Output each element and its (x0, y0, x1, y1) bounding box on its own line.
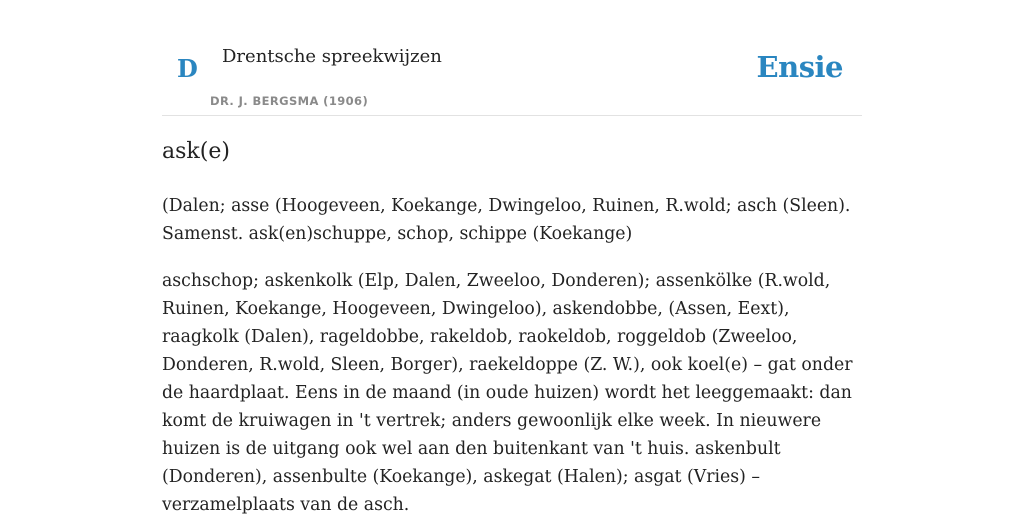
entry-title: ask(e) (162, 139, 230, 164)
page (162, 0, 862, 515)
brand-logo[interactable]: Ensie (756, 50, 843, 84)
book-logo[interactable]: D (177, 54, 198, 83)
header (162, 0, 862, 116)
book-title[interactable]: Drentsche spreekwijzen (222, 46, 442, 67)
entry-paragraph-1: (Dalen; asse (Hoogeveen, Koekange, Dwingeloo, Ruinen, R.wold; asch (Sleen). Samenst. ask(en)schuppe, schop, schippe (Koekange) (162, 196, 851, 244)
entry-paragraph-2: aschschop; askenkolk (Elp, Dalen, Zweeloo, Donderen); assenkölke (R.wold, Ruinen, Koekange, Hoogeveen, Dwingeloo), askendobbe, (Assen, Eext), raagkolk (Dalen), rageldobbe, rakeldob, raokeldob, roggeldob (Zweeloo, Donderen, R.wold, Sleen, Borger), raekeldoppe (Z. W.), ook koel(e) – gat onder de haardplaat. Eens in de maand (in oude huizen) wordt het leeggemaakt: dan komt de kruiwagen in 't vertrek; anders gewoonlijk elke week. In nieuwere huizen is de uitgang ook wel aan den buitenkant van 't huis. askenbult (Donderen), assenbulte (Koekange), askegat (Halen); asgat (Vries) – verzamelplaats van de asch. (162, 271, 853, 515)
book-author: DR. J. BERGSMA (1906) (210, 94, 369, 108)
